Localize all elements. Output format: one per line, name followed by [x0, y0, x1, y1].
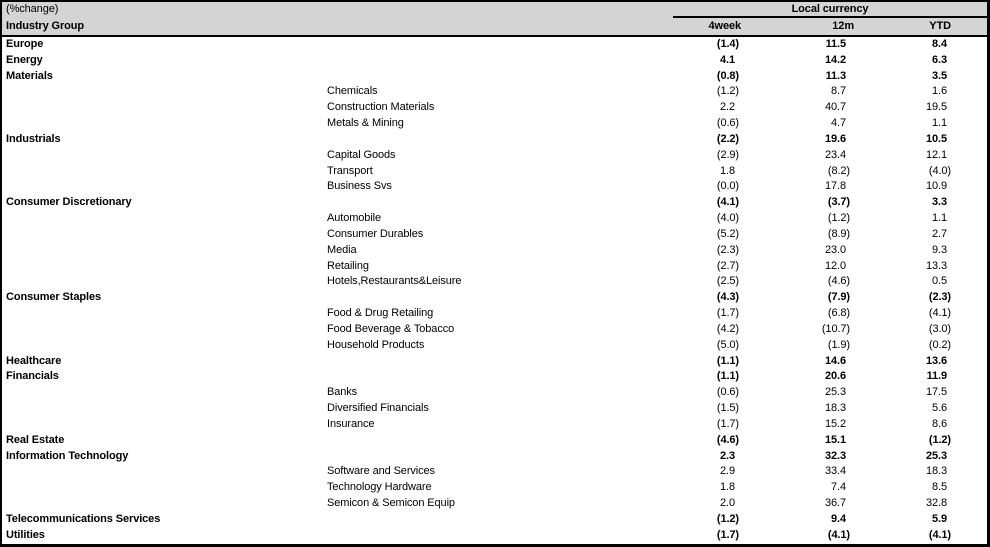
value-4week: (0.6): [716, 117, 739, 130]
industry-label: Energy: [6, 53, 43, 66]
value-4week: (1.2): [716, 512, 739, 525]
industry-group-row: [2, 369, 987, 385]
industry-group-column-header: Industry Group: [6, 20, 85, 32]
value-ytd: 13.3: [925, 259, 947, 272]
industry-group-row: [2, 132, 987, 148]
value-4week: (2.7): [716, 259, 739, 272]
industry-group-row: [2, 433, 987, 449]
industry-label: Semicon & Semicon Equip: [327, 497, 455, 510]
industry-group-row: [2, 528, 987, 544]
value-4week: (2.2): [716, 132, 739, 145]
value-ytd: (0.2): [928, 338, 951, 351]
value-4week: (1.7): [716, 417, 739, 430]
value-ytd: 5.6: [932, 402, 947, 415]
industry-label: Europe: [6, 38, 44, 50]
value-12m: (10.7): [821, 322, 850, 335]
value-ytd: (2.3): [928, 291, 951, 304]
sub-industry-row: [2, 306, 987, 322]
value-ytd: 17.5: [925, 386, 947, 399]
table-body: [2, 37, 987, 544]
value-12m: 14.6: [824, 354, 846, 367]
value-4week: (0.6): [716, 386, 739, 399]
sub-industry-row: [2, 322, 987, 338]
sub-industry-row: [2, 480, 987, 496]
value-12m: (1.9): [827, 338, 850, 351]
value-4week: (1.4): [716, 38, 739, 50]
value-12m: 4.7: [831, 117, 846, 130]
industry-label: Automobile: [327, 212, 382, 225]
industry-label: Consumer Durables: [327, 227, 424, 240]
sub-industry-row: [2, 401, 987, 417]
value-ytd: 13.6: [925, 354, 947, 367]
value-4week: (2.3): [716, 243, 739, 256]
value-12m: 33.4: [824, 465, 846, 478]
value-ytd: 1.1: [932, 117, 947, 130]
industry-label: Utilities: [6, 528, 45, 541]
value-ytd: (4.1): [928, 528, 951, 541]
value-12m: 20.6: [824, 370, 846, 383]
header-row-2: [2, 18, 987, 35]
value-12m: (7.9): [827, 291, 850, 304]
value-12m: 11.3: [825, 69, 846, 82]
value-ytd: 2.7: [932, 227, 947, 240]
value-12m: 25.3: [824, 386, 846, 399]
value-ytd: (4.1): [928, 307, 951, 320]
sub-industry-row: [2, 100, 987, 116]
sub-industry-row: [2, 84, 987, 100]
value-12m: 12.0: [824, 259, 846, 272]
value-4week: 1.8: [720, 481, 735, 494]
sub-industry-row: [2, 243, 987, 259]
industry-label: Materials: [6, 69, 53, 82]
value-ytd: 32.8: [925, 497, 947, 510]
industry-group-row: [2, 290, 987, 306]
value-ytd: 1.6: [932, 85, 947, 98]
sub-industry-row: [2, 259, 987, 275]
sub-industry-row: [2, 227, 987, 243]
value-4week: 4.1: [720, 53, 735, 66]
sub-industry-row: [2, 464, 987, 480]
sub-industry-row: [2, 496, 987, 512]
value-4week: (4.2): [716, 322, 739, 335]
value-12m: 18.3: [824, 402, 846, 415]
value-12m: 11.5: [825, 38, 846, 50]
industry-label: Technology Hardware: [327, 481, 432, 494]
value-ytd: 3.3: [932, 196, 947, 209]
value-ytd: 11.9: [926, 370, 947, 383]
value-ytd: 6.3: [932, 53, 947, 66]
value-12m: 14.2: [824, 53, 846, 66]
value-ytd: 10.9: [925, 180, 947, 193]
value-12m: (4.1): [827, 528, 850, 541]
value-12m: 8.7: [831, 85, 846, 98]
value-12m: (6.8): [827, 307, 850, 320]
value-4week: (4.6): [716, 433, 739, 446]
industry-label: Consumer Discretionary: [6, 196, 132, 209]
industry-label: Information Technology: [6, 449, 129, 462]
industry-group-row: [2, 354, 987, 370]
value-4week: (4.3): [716, 291, 739, 304]
value-ytd: (1.2): [928, 433, 951, 446]
value-ytd: 5.9: [932, 512, 947, 525]
industry-label: Software and Services: [327, 465, 435, 478]
industry-label: Industrials: [6, 132, 61, 145]
value-ytd: 3.5: [932, 69, 947, 82]
value-12m: (8.9): [827, 227, 850, 240]
value-ytd: 8.4: [932, 38, 947, 50]
col-header-ytd: YTD: [929, 20, 951, 32]
value-4week: 2.3: [720, 449, 735, 462]
value-4week: (2.5): [716, 275, 739, 288]
industry-label: Metals & Mining: [327, 117, 404, 130]
industry-label: Hotels,Restaurants&Leisure: [327, 275, 462, 288]
industry-label: Media: [327, 243, 357, 256]
value-4week: (1.1): [716, 370, 739, 383]
value-ytd: 8.5: [932, 481, 947, 494]
value-ytd: 25.3: [925, 449, 947, 462]
industry-group-row: [2, 195, 987, 211]
value-ytd: 1.1: [932, 212, 947, 225]
industry-label: Real Estate: [6, 433, 65, 446]
value-4week: (4.0): [716, 212, 739, 225]
value-12m: 19.6: [824, 132, 846, 145]
value-ytd: (4.0): [928, 164, 951, 177]
value-4week: (1.7): [716, 528, 739, 541]
value-12m: (4.6): [827, 275, 850, 288]
sub-industry-row: [2, 211, 987, 227]
sub-industry-row: [2, 164, 987, 180]
value-12m: (8.2): [827, 164, 850, 177]
value-12m: 40.7: [824, 101, 846, 114]
value-4week: 2.9: [720, 465, 735, 478]
sub-industry-row: [2, 274, 987, 290]
value-12m: 7.4: [831, 481, 846, 494]
industry-label: Transport: [327, 164, 373, 177]
industry-label: Diversified Financials: [327, 402, 429, 415]
industry-group-row: [2, 69, 987, 85]
value-12m: 15.1: [824, 433, 846, 446]
value-4week: (1.5): [716, 402, 739, 415]
sub-industry-row: [2, 148, 987, 164]
table-header: [2, 2, 987, 37]
industry-label: Capital Goods: [327, 148, 396, 161]
value-12m: 17.8: [824, 180, 846, 193]
industry-group-row: [2, 37, 987, 53]
value-4week: (1.1): [716, 354, 739, 367]
industry-label: Consumer Staples: [6, 291, 101, 304]
value-12m: 9.4: [831, 512, 846, 525]
value-ytd: 10.5: [925, 132, 947, 145]
percent-change-label: (%change): [6, 3, 59, 15]
value-ytd: 8.6: [932, 417, 947, 430]
industry-label: Food Beverage & Tobacco: [327, 322, 455, 335]
value-4week: 1.8: [720, 164, 735, 177]
value-4week: 2.0: [720, 497, 735, 510]
industry-label: Telecommunications Services: [6, 512, 161, 525]
value-ytd: 12.1: [925, 148, 947, 161]
value-12m: 36.7: [824, 497, 846, 510]
value-12m: 32.3: [824, 449, 846, 462]
value-12m: (3.7): [827, 196, 850, 209]
industry-label: Business Svs: [327, 180, 392, 193]
local-currency-group-header: Local currency: [673, 2, 987, 18]
col-header-12m: 12m: [832, 20, 854, 32]
industry-label: Insurance: [327, 417, 375, 430]
value-4week: (4.1): [716, 196, 739, 209]
value-4week: (0.8): [716, 69, 739, 82]
sub-industry-row: [2, 338, 987, 354]
value-ytd: (3.0): [928, 322, 951, 335]
industry-label: Household Products: [327, 338, 425, 351]
industry-label: Food & Drug Retailing: [327, 307, 434, 320]
sub-industry-row: [2, 179, 987, 195]
industry-group-row: [2, 53, 987, 69]
value-4week: (5.0): [716, 338, 739, 351]
industry-label: Financials: [6, 370, 59, 383]
industry-label: Healthcare: [6, 354, 62, 367]
value-12m: 23.0: [824, 243, 846, 256]
value-ytd: 0.5: [932, 275, 947, 288]
industry-label: Chemicals: [327, 85, 378, 98]
header-row-1: [2, 2, 987, 18]
industry-label: Construction Materials: [327, 101, 435, 114]
value-12m: (1.2): [827, 212, 850, 225]
value-4week: 2.2: [720, 101, 735, 114]
value-4week: (1.2): [716, 85, 739, 98]
value-ytd: 9.3: [932, 243, 947, 256]
value-12m: 15.2: [824, 417, 846, 430]
value-ytd: 19.5: [925, 101, 947, 114]
sub-industry-row: [2, 417, 987, 433]
industry-label: Retailing: [327, 259, 369, 272]
value-12m: 23.4: [824, 148, 846, 161]
sub-industry-row: [2, 385, 987, 401]
industry-label: Banks: [327, 386, 358, 399]
value-4week: (0.0): [716, 180, 739, 193]
value-4week: (2.9): [716, 148, 739, 161]
industry-group-row: [2, 512, 987, 528]
col-header-4week: 4week: [708, 20, 741, 32]
industry-group-row: [2, 449, 987, 465]
sub-industry-row: [2, 116, 987, 132]
value-4week: (1.7): [716, 307, 739, 320]
value-ytd: 18.3: [925, 465, 947, 478]
value-4week: (5.2): [716, 227, 739, 240]
